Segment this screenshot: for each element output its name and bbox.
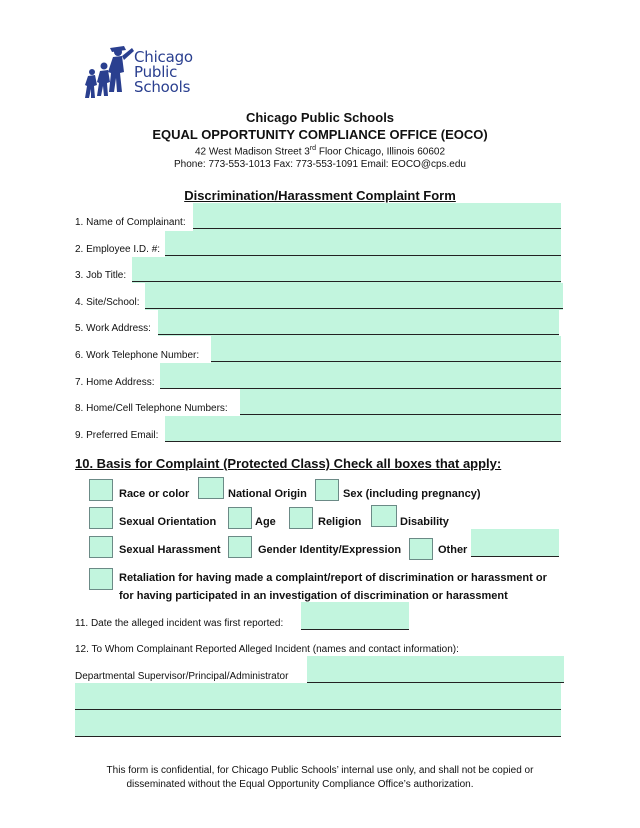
home-address-label: 7. Home Address: (75, 377, 155, 388)
cps-logo (80, 42, 210, 102)
race-label: Race or color (119, 488, 190, 500)
retaliation-label-line-2: for having participated in an investigation of discrimination or harassment (119, 590, 508, 602)
other-fill (471, 529, 559, 556)
reported-to-fill (75, 710, 561, 736)
reported-to-line-2[interactable] (75, 736, 561, 737)
preferred-email-label: 9. Preferred Email: (75, 430, 159, 441)
complainant-info-fill (193, 203, 561, 231)
form-title: Discrimination/Harassment Complaint Form (184, 188, 456, 203)
home-cell-phone-label: 8. Home/Cell Telephone Numbers: (75, 403, 228, 414)
reported-to-fill (75, 683, 561, 709)
sex-label: Sex (including pregnancy) (343, 488, 481, 500)
retaliation-label-line-1: Retaliation for having made a complaint/report of discrimination or harassment or (119, 572, 547, 584)
disability-label: Disability (400, 516, 449, 528)
work-phone-field[interactable] (211, 361, 561, 362)
home-address-field[interactable] (160, 388, 561, 389)
religion-label: Religion (318, 516, 362, 528)
name-label: 1. Name of Complainant: (75, 217, 186, 228)
job-title-label: 3. Job Title: (75, 270, 127, 281)
name-field[interactable] (193, 228, 561, 229)
address-city: Floor Chicago, Illinois 60602 (316, 146, 446, 158)
office-contact: Phone: 773-553-1013 Fax: 773-553-1091 Email: EOCO@cps.edu (174, 159, 466, 170)
date-reported-label: 11. Date the alleged incident was first reported: (75, 618, 284, 629)
employee-id-field[interactable] (165, 255, 561, 256)
sex-checkbox[interactable] (315, 479, 339, 501)
date-reported-fill (301, 602, 409, 630)
gender-identity-label: Gender Identity/Expression (258, 544, 402, 556)
complainant-info-fill (240, 389, 561, 416)
reported-to-label: 12. To Whom Complainant Reported Alleged Incident (names and contact information): (75, 644, 459, 655)
work-address-field[interactable] (158, 334, 559, 335)
complainant-info-fill (132, 257, 561, 283)
complainant-info-fill (165, 231, 561, 257)
disability-checkbox[interactable] (371, 505, 397, 527)
address-ordinal: rd (309, 145, 317, 152)
national-origin-checkbox[interactable] (198, 477, 224, 499)
sexual-orientation-checkbox[interactable] (89, 507, 113, 529)
complainant-info-fill (158, 310, 559, 336)
office-address (0, 145, 640, 157)
national-origin-label: National Origin (228, 488, 307, 500)
other-checkbox[interactable] (409, 538, 433, 560)
sexual-harassment-label: Sexual Harassment (119, 544, 221, 556)
complainant-info-fill (165, 416, 561, 442)
confidentiality-notice (0, 764, 640, 792)
site-school-field[interactable] (145, 308, 563, 309)
org-name: Chicago Public Schools (245, 110, 395, 125)
employee-id-label: 2. Employee I.D. #: (75, 244, 161, 255)
other-field[interactable] (471, 556, 559, 557)
footer-line-2: disseminated without the Equal Opportunity Compliance Office’s authorization. (126, 779, 474, 790)
complainant-info-fill (211, 336, 561, 363)
logo-line-2: Public (134, 63, 178, 81)
sexual-harassment-checkbox[interactable] (89, 536, 113, 558)
logo-wordmark (134, 50, 193, 95)
work-address-label: 5. Work Address: (75, 323, 151, 334)
retaliation-checkbox[interactable] (89, 568, 113, 590)
basis-heading: 10. Basis for Complaint (Protected Class) Check all boxes that apply: (75, 456, 502, 471)
race-checkbox[interactable] (89, 479, 113, 501)
job-title-field[interactable] (132, 281, 561, 282)
site-school-label: 4. Site/School: (75, 297, 140, 308)
supervisor-label: Departmental Supervisor/Principal/Administrator (75, 671, 289, 682)
other-label: Other (438, 544, 468, 556)
logo-line-3: Schools (134, 78, 191, 96)
preferred-email-field[interactable] (165, 441, 561, 442)
gender-identity-checkbox[interactable] (228, 536, 252, 558)
age-label: Age (255, 516, 276, 528)
students-silhouette-icon (80, 42, 136, 102)
office-name: EQUAL OPPORTUNITY COMPLIANCE OFFICE (EOCO) (152, 127, 488, 142)
religion-checkbox[interactable] (289, 507, 313, 529)
date-reported-field[interactable] (301, 629, 409, 630)
supervisor-fill (307, 656, 564, 683)
footer-line-1: This form is confidential, for Chicago Public Schools’ internal use only, and shall not be copied or (106, 765, 534, 776)
logo-line-1: Chicago (134, 48, 193, 66)
address-street: 42 West Madison Street 3 (194, 146, 310, 158)
work-phone-label: 6. Work Telephone Number: (75, 350, 200, 361)
complainant-info-fill (145, 283, 563, 310)
home-cell-phone-field[interactable] (240, 414, 561, 415)
complainant-info-fill (160, 363, 561, 389)
age-checkbox[interactable] (228, 507, 252, 529)
sexual-orientation-label: Sexual Orientation (119, 516, 217, 528)
